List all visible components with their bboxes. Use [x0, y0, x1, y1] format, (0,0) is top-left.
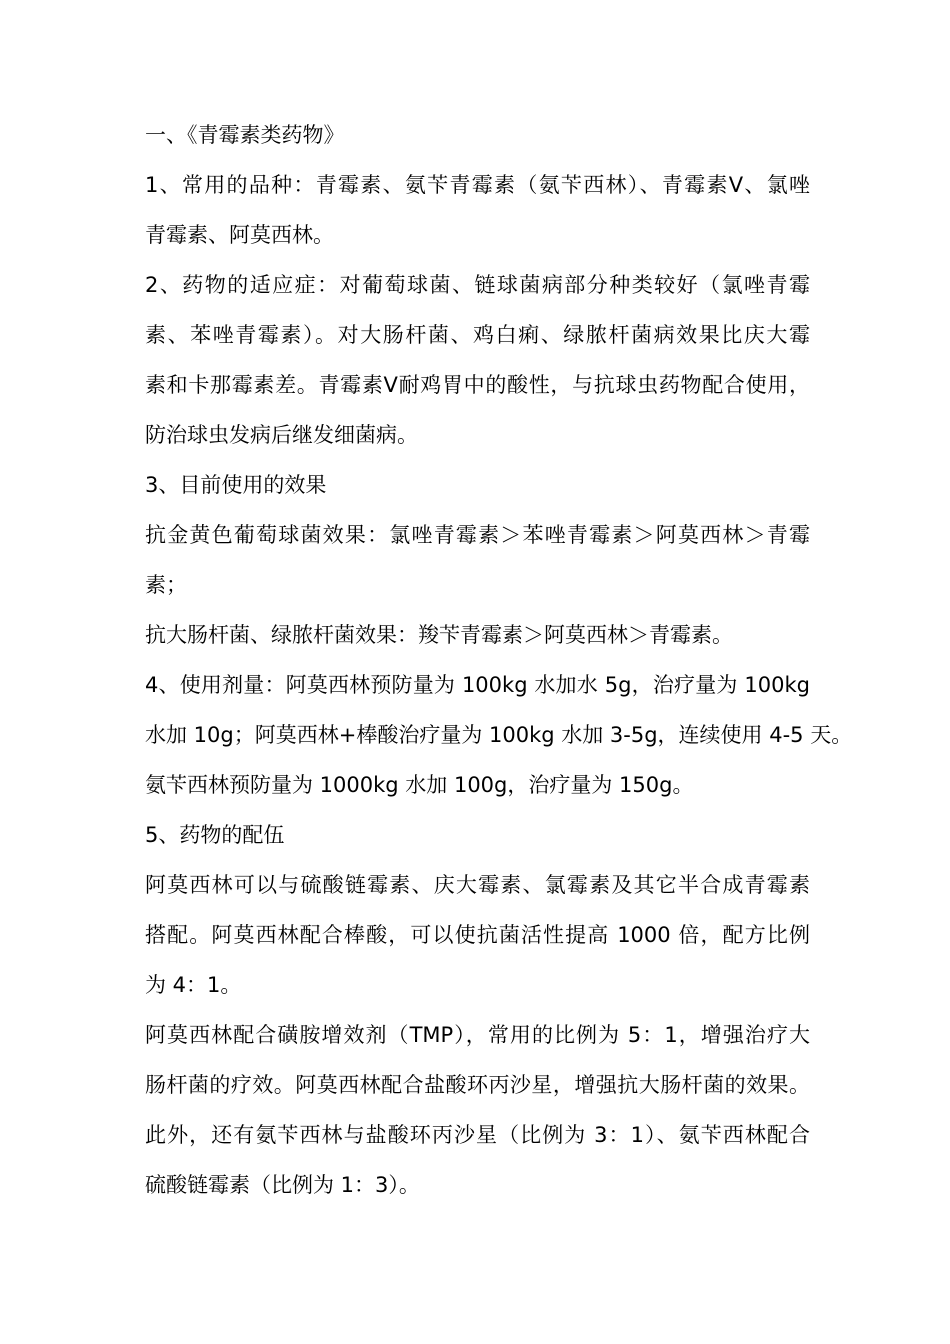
paragraph-line: 为 4：1。 [145, 973, 242, 997]
paragraph-line: 氨苄西林预防量为 1000kg 水加 100g，治疗量为 150g。 [145, 773, 694, 797]
paragraph-line: 硫酸链霉素（比例为 1：3）。 [145, 1173, 420, 1197]
paragraph-line: 肠杆菌的疗效。阿莫西林配合盐酸环丙沙星，增强抗大肠杆菌的效果。 [145, 1073, 810, 1097]
paragraph-line: 2、药物的适应症：对葡萄球菌、链球菌病部分种类较好（氯唑青霉 [145, 273, 810, 297]
paragraph-line: 搭配。阿莫西林配合棒酸，可以使抗菌活性提高 1000 倍，配方比例 [145, 923, 810, 947]
subheading-line: 3、目前使用的效果 [145, 473, 327, 497]
subheading-line: 5、药物的配伍 [145, 823, 285, 847]
section-heading: 一、《青霉素类药物》 [145, 123, 345, 147]
paragraph-line: 阿莫西林配合磺胺增效剂（TMP），常用的比例为 5：1，增强治疗大 [145, 1023, 810, 1047]
paragraph-line: 此外，还有氨苄西林与盐酸环丙沙星（比例为 3：1）、氨苄西林配合 [145, 1123, 810, 1147]
document-page [145, 110, 853, 1210]
paragraph-line: 青霉素、阿莫西林。 [145, 223, 334, 247]
paragraph-line: 4、使用剂量：阿莫西林预防量为 100kg 水加水 5g，治疗量为 100kg [145, 673, 810, 697]
paragraph-line: 1、常用的品种：青霉素、氨苄青霉素（氨苄西林）、青霉素Ⅴ、氯唑 [145, 173, 810, 197]
paragraph-line: 抗金黄色葡萄球菌效果：氯唑青霉素＞苯唑青霉素＞阿莫西林＞青霉 [145, 523, 810, 547]
paragraph-line: 水加 10g；阿莫西林+棒酸治疗量为 100kg 水加 3-5g，连续使用 4-5 天。 [145, 723, 853, 747]
paragraph-line: 阿莫西林可以与硫酸链霉素、庆大霉素、氯霉素及其它半合成青霉素 [145, 873, 810, 897]
paragraph-line: 素和卡那霉素差。青霉素Ⅴ耐鸡胃中的酸性，与抗球虫药物配合使用， [145, 373, 810, 397]
paragraph-line: 素、苯唑青霉素）。对大肠杆菌、鸡白痢、绿脓杆菌病效果比庆大霉 [145, 323, 810, 347]
paragraph-line: 防治球虫发病后继发细菌病。 [145, 423, 418, 447]
paragraph-line: 素； [145, 573, 187, 597]
paragraph-line: 抗大肠杆菌、绿脓杆菌效果：羧苄青霉素＞阿莫西林＞青霉素。 [145, 623, 733, 647]
